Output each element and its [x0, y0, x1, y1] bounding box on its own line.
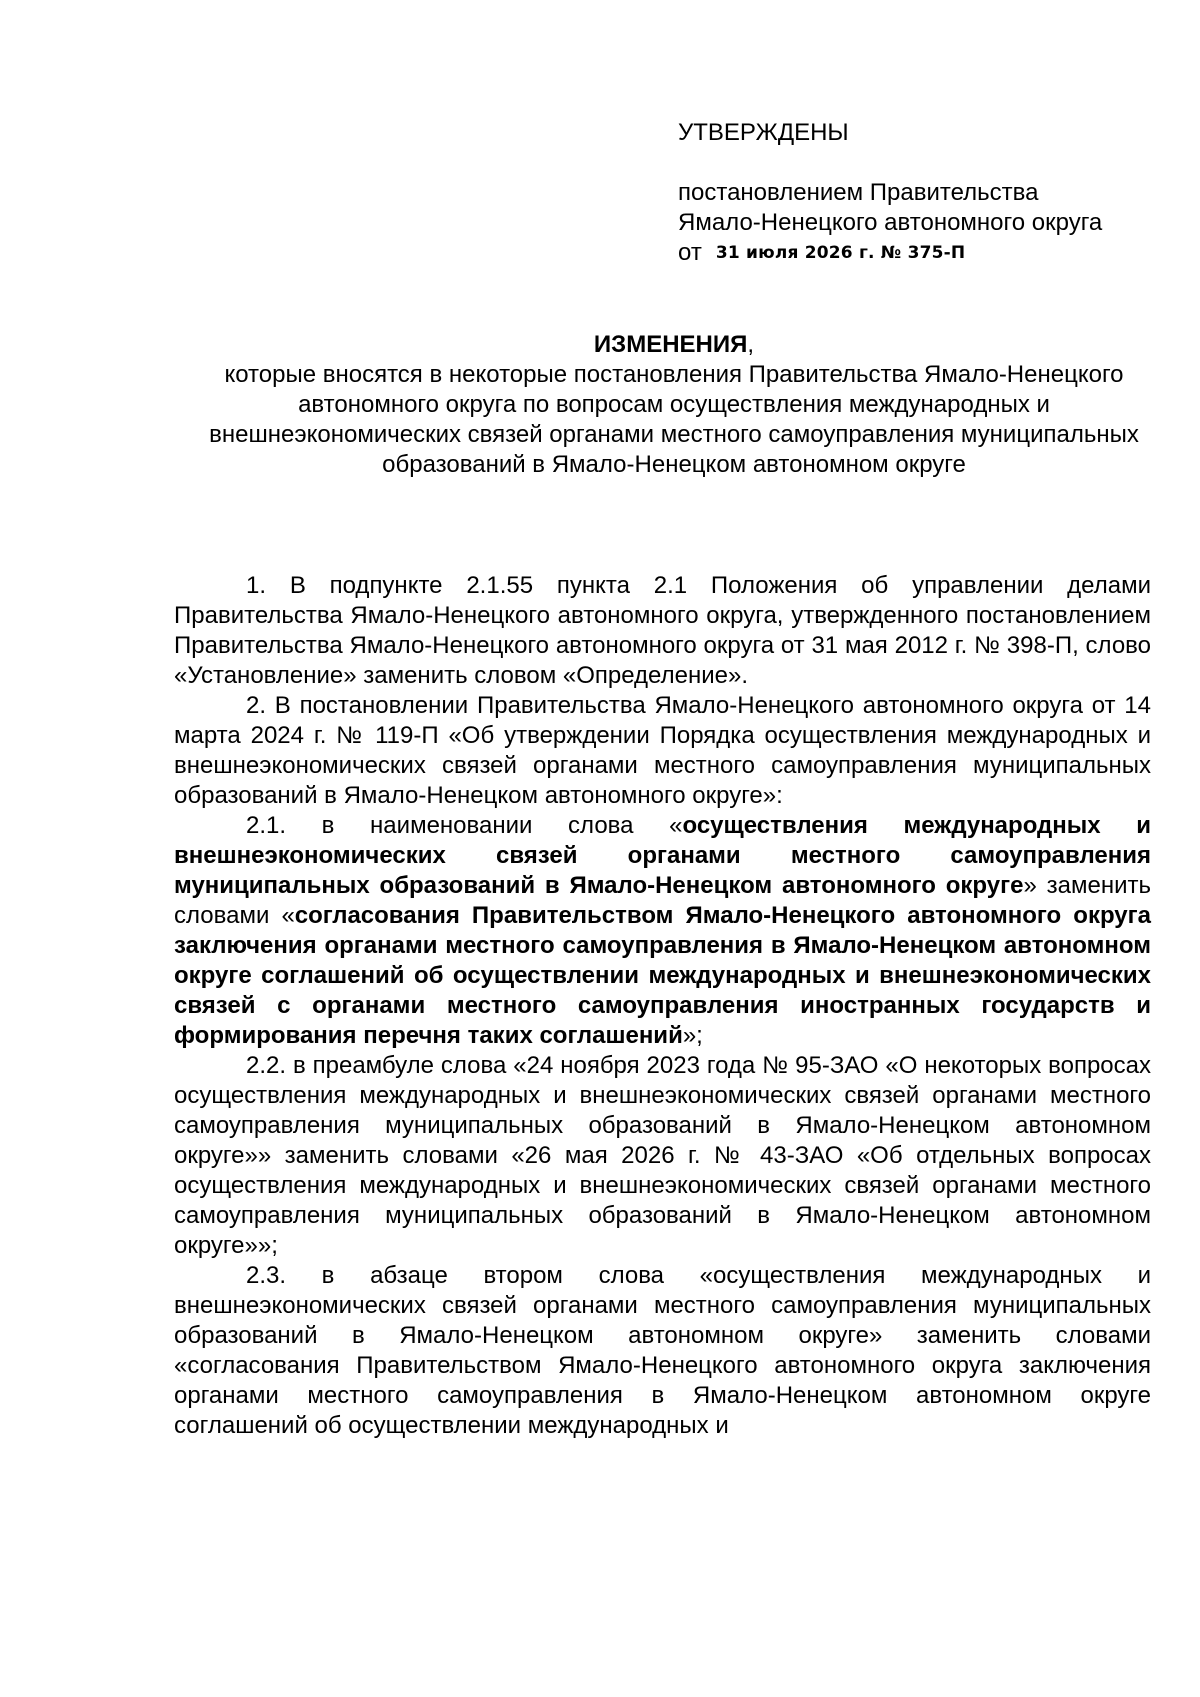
paragraph-2: 2. В постановлении Правительства Ямало-Ненецкого автономного округа от 14 марта 2024 г. № 119-П «Об утверждении Порядка осуществления международных и внешнеэкономических связей органами местного самоуправления муниципальных образований в Ямало-Ненецком автономного округе»: — [174, 692, 1151, 809]
heading-title-comma: , — [747, 331, 755, 358]
heading-title-line — [176, 330, 1172, 360]
paragraph-2-3: 2.3. в абзаце втором слова «осуществления международных и внешнеэкономических связей органами местного самоуправления муниципальных образований в Ямало-Ненецком автономном округе» заменить словами «согласования Правительством Ямало-Ненецкого автономного округа заключения органами местного самоуправления в Ямало-Ненецком автономном округе соглашений об осуществлении международных и — [174, 1262, 1151, 1439]
paragraph-2-1 — [174, 811, 1151, 1051]
approval-date-value: 31 июля 2026 г. № 375-П — [715, 243, 966, 263]
p21-text-a: 2.1. в наименовании слова « — [246, 812, 683, 839]
approval-line-1: постановлением Правительства — [678, 179, 1039, 206]
heading-title: ИЗМЕНЕНИЯ — [593, 331, 748, 358]
approval-block — [678, 118, 1158, 270]
approval-date-prefix: от — [678, 239, 702, 266]
paragraph-2-2: 2.2. в преамбуле слова «24 ноября 2023 года № 95-ЗАО «О некоторых вопросах осуществления международных и внешнеэкономических связей органами местного самоуправления муниципальных образований в Ямало-Ненецком автономном округе»» заменить словами «26 мая 2026 г. № 43-ЗАО «Об отдельных вопросах осуществления международных и внешнеэкономических связей органами местного самоуправления муниципальных образований в Ямало-Ненецком автономном округе»»; — [174, 1052, 1151, 1259]
approval-line-2: Ямало-Ненецкого автономного округа — [678, 209, 1103, 236]
p21-old-wording: осуществления международных и внешнеэкономических связей органами местного самоуправления муниципальных образований в Ямало-Ненецком автономного округе — [174, 812, 1151, 899]
p21-text-e: »; — [682, 1022, 703, 1049]
approval-date-line — [678, 238, 1158, 270]
document-heading — [176, 330, 1172, 480]
approval-label: УТВЕРЖДЕНЫ — [678, 119, 849, 146]
p21-text-c: » заменить словами « — [174, 872, 1151, 929]
paragraph-1: 1. В подпункте 2.1.55 пункта 2.1 Положения об управлении делами Правительства Ямало-Ненецкого автономного округа, утвержденного постановлением Правительства Ямало-Ненецкого автономного округа от 31 мая 2012 г. № 398-П, слово «Установление» заменить словом «Определение». — [174, 572, 1151, 689]
p21-new-wording: согласования Правительством Ямало-Ненецкого автономного округа заключения органами местного самоуправления в Ямало-Ненецком автономном округе соглашений об осуществлении международных и внешнеэкономических связей с органами местного самоуправления иностранных государств и формирования перечня таких соглашений — [174, 902, 1151, 1049]
heading-subtitle: которые вносятся в некоторые постановления Правительства Ямало-Ненецкого автономного округа по вопросам осуществления международных и внешнеэкономических связей органами местного самоуправления муниципальных образований в Ямало-Ненецком автономном округе — [209, 361, 1139, 478]
document-body — [174, 571, 1151, 1441]
